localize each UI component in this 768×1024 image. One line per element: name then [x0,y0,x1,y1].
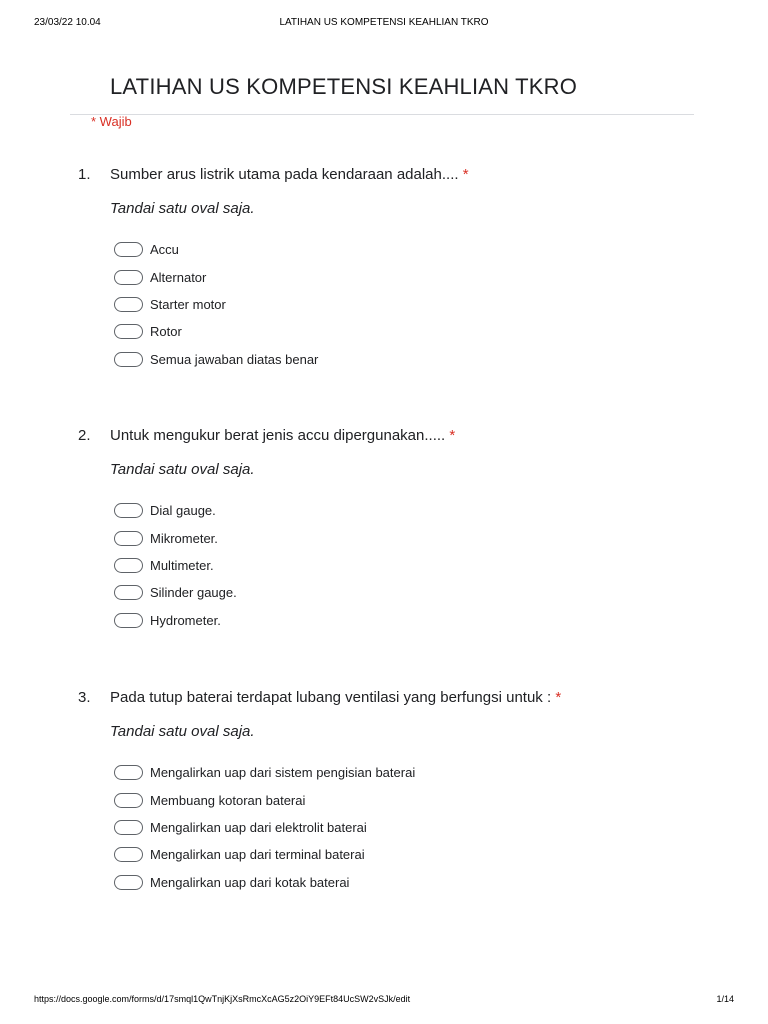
page-url: https://docs.google.com/forms/d/17smql1QwTnjKjXsRmcXcAG5z2OiY9EFt84UcSW2vSJk/edit [34,994,411,1004]
question-instruction: Tandai satu oval saja. [110,461,255,478]
option-multimeter[interactable] [114,552,237,579]
option-label: Multimeter. [150,557,214,573]
option-label: Mengalirkan uap dari sistem pengisian baterai [150,765,416,781]
question-instruction: Tandai satu oval saja. [110,200,255,217]
radio-oval[interactable] [114,765,143,780]
print-header [0,17,768,31]
radio-oval[interactable] [114,820,143,835]
question-instruction: Tandai satu oval saja. [110,723,255,740]
print-date: 23/03/22 10.04 [34,17,101,28]
option-uap-terminal[interactable] [114,841,415,868]
page-number: 1/14 [716,994,734,1004]
question-text [110,689,561,706]
question-text [110,427,455,444]
option-rotor[interactable] [114,318,318,345]
option-label: Mengalirkan uap dari elektrolit baterai [150,819,367,835]
option-kotoran-baterai[interactable] [114,786,415,813]
required-mark: * [555,689,562,706]
print-title: LATIHAN US KOMPETENSI KEAHLIAN TKRO [279,17,489,28]
option-label: Membuang kotoran baterai [150,792,306,808]
radio-oval[interactable] [114,875,143,890]
option-uap-elektrolit[interactable] [114,814,415,841]
radio-oval[interactable] [114,531,143,546]
question-text [110,166,469,183]
question-number: 1. [78,166,91,183]
option-label: Mengalirkan uap dari terminal baterai [150,847,365,863]
question-number: 2. [78,427,91,444]
radio-oval[interactable] [114,270,143,285]
radio-oval[interactable] [114,503,143,518]
option-uap-sistem-pengisian[interactable] [114,759,415,786]
form-title: LATIHAN US KOMPETENSI KEAHLIAN TKRO [110,74,578,99]
option-starter-motor[interactable] [114,291,318,318]
radio-oval[interactable] [114,585,143,600]
radio-oval[interactable] [114,793,143,808]
option-alternator[interactable] [114,263,318,290]
option-label: Hydrometer. [150,612,221,628]
option-accu[interactable] [114,236,318,263]
option-hydrometer[interactable] [114,607,237,634]
radio-oval[interactable] [114,613,143,628]
option-label: Silinder gauge. [150,585,237,601]
radio-oval[interactable] [114,297,143,312]
question-text-content: Untuk mengukur berat jenis accu dipergunakan..... [110,427,446,444]
option-silinder-gauge[interactable] [114,579,237,606]
option-label: Dial gauge. [150,503,216,519]
question-text-content: Sumber arus listrik utama pada kendaraan adalah.... [110,166,459,183]
required-mark: * [462,166,469,183]
option-semua-benar[interactable] [114,346,318,373]
options-list [114,759,415,896]
radio-oval[interactable] [114,242,143,257]
question-text-content: Pada tutup baterai terdapat lubang ventilasi yang berfungsi untuk : [110,689,552,706]
option-label: Mikrometer. [150,530,218,546]
option-dial-gauge[interactable] [114,497,237,524]
question-number: 3. [78,689,91,706]
option-label: Accu [150,242,179,258]
radio-oval[interactable] [114,352,143,367]
radio-oval[interactable] [114,558,143,573]
title-divider [70,114,694,115]
option-label: Alternator [150,269,207,285]
options-list [114,236,318,373]
options-list [114,497,237,634]
option-label: Rotor [150,324,182,340]
radio-oval[interactable] [114,324,143,339]
option-mikrometer[interactable] [114,524,237,551]
option-label: Semua jawaban diatas benar [150,351,319,367]
required-note: * Wajib [91,114,132,129]
option-label: Mengalirkan uap dari kotak baterai [150,874,350,890]
option-label: Starter motor [150,296,226,312]
option-uap-kotak[interactable] [114,869,415,896]
required-mark: * [449,427,456,444]
radio-oval[interactable] [114,847,143,862]
